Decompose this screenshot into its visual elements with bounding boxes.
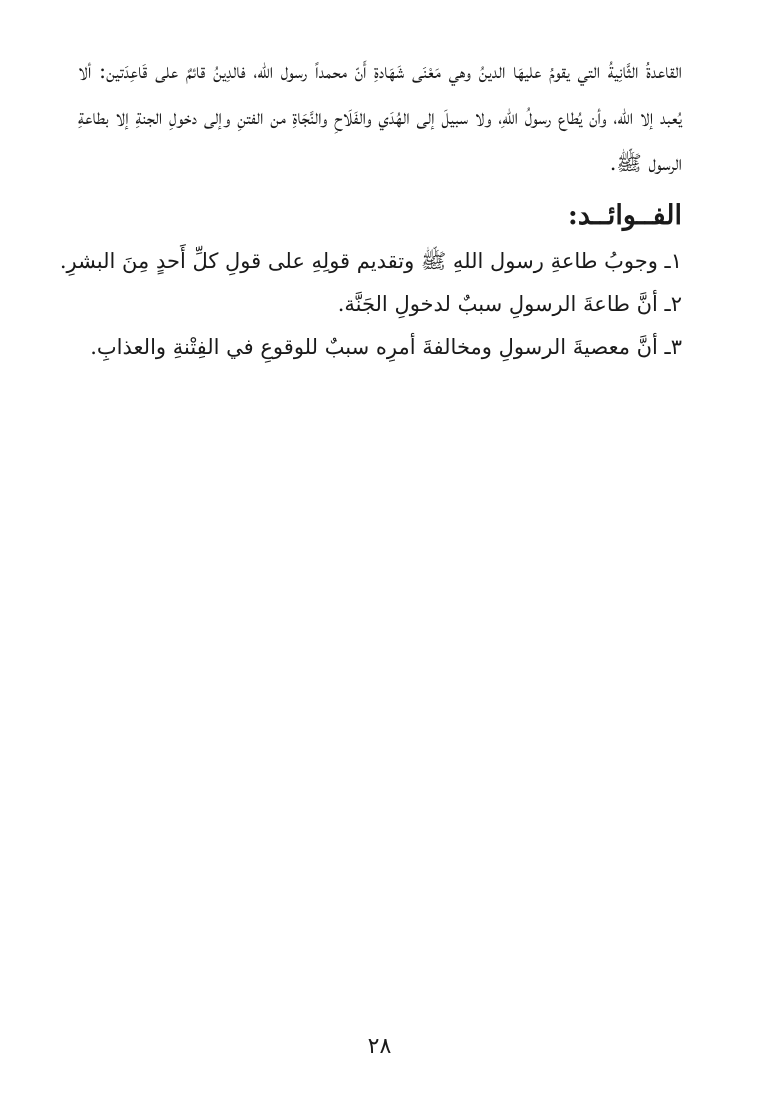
benefit-item: ١ـ وجوبُ طاعةِ رسول اللهِ ﷺ وتقديم قولِهِ على قولِ كلِّ أَحدٍ مِنَ البشرِ. — [59, 249, 682, 273]
page-number: ٢٨ — [367, 1034, 392, 1059]
benefit-item: ٢ـ أنَّ طاعةَ الرسولِ سببٌ لدخولِ الجَنَّة. — [337, 292, 682, 316]
intro-paragraph: القاعدةُ الثَّانِيةُ التي يقومُ عليهَا الدينُ وهي مَعْنَى شَهَادةِ أَنّ محمداً رسول الله، فالدِينُ قائمٌ على قَاعِدَتين: ألا يُعبد إلا الله، وأن يُطاع رسولُ اللهِ، ولا سبيلَ إلى الهُدَي والفَلَاحِ والنَّجَاةِ من الفتنِ وإلى دخولِ الجنةِ إلا بطاعةِ الرسول ﷺ. — [78, 59, 682, 175]
benefits-list — [59, 240, 682, 369]
benefit-item: ٣ـ أنَّ معصيةَ الرسولِ ومخالفةَ أمرِه سببٌ للوقوعِ في الفِتْنةِ والعذابِ. — [90, 335, 682, 359]
page-content — [59, 48, 682, 369]
benefits-heading: الفــوائــد: — [567, 200, 682, 231]
